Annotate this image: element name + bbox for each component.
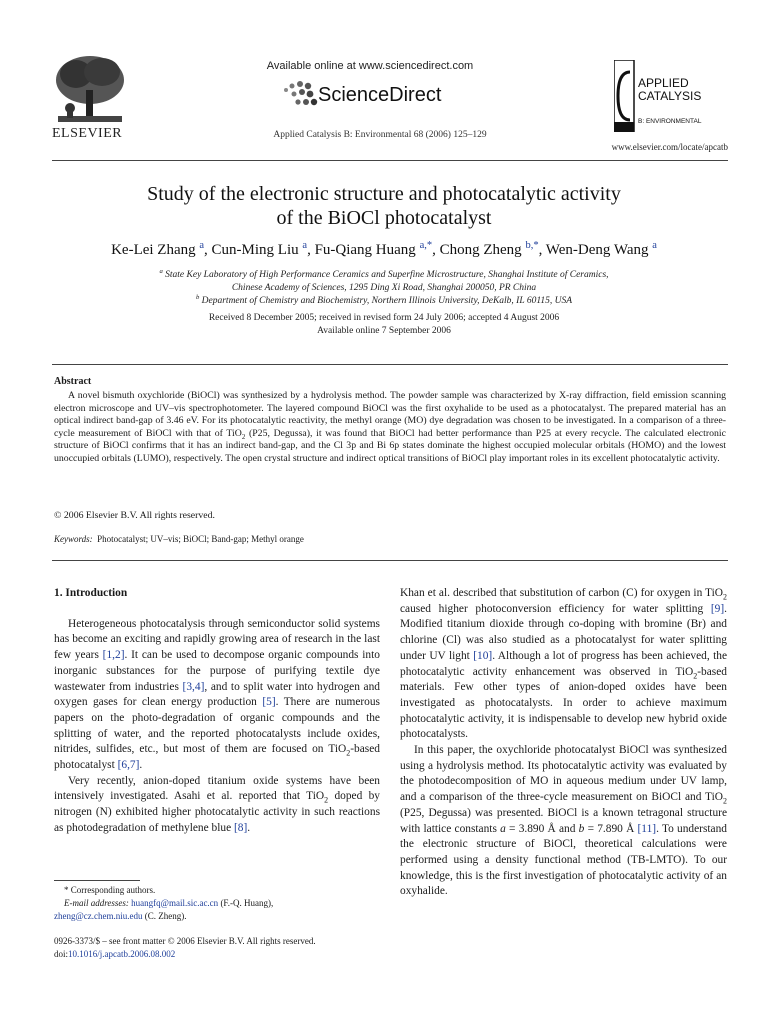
citation-link[interactable]: [8]	[233, 821, 248, 834]
abstract-bottom-divider	[52, 560, 728, 561]
citation-link[interactable]: [9]	[710, 602, 725, 615]
intro-paragraph-1: Heterogeneous photocatalysis through semiconductor solid systems has become an exciting and rapidly growing area of research in the last few years [1,2]. It can be used to decompose organic compounds into inorganic substances for the purpose of purifying textile dye wastewater from industries [3,4], and to split water into hydrogen and oxygen gases for clean energy production [5]. There are numerous papers on the photo-degradation of organic compounds and the splitting of water, and the reported photocatalysts include oxides, nitrides, sulfides, etc., but most of them are focused on TiO$_2$-based photocatalyst [6,7].	[54, 617, 380, 772]
keywords	[54, 534, 304, 544]
abstract-top-divider	[52, 364, 728, 365]
email-link[interactable]: zheng@cz.chem.niu.edu	[54, 911, 143, 921]
citation-link[interactable]: [5]	[262, 696, 276, 709]
journal-logo-line2: CATALYSIS	[638, 89, 702, 103]
header-divider	[52, 160, 728, 161]
author-affil-marker[interactable]: a	[652, 240, 657, 251]
abstract-body	[54, 390, 726, 466]
sciencedirect-dots-icon	[280, 80, 320, 110]
sciencedirect-wordmark: ScienceDirect	[318, 84, 442, 106]
citation-link[interactable]: [11]	[637, 822, 657, 835]
publisher-name: ELSEVIER	[52, 126, 123, 141]
abstract-heading: Abstract	[54, 376, 92, 387]
doi-line: doi:10.1016/j.apcatb.2006.08.002	[54, 949, 176, 959]
author-affil-marker[interactable]: b,*	[525, 240, 539, 251]
citation-link[interactable]: [3,4]	[182, 680, 205, 693]
citation-link[interactable]: [6,7]	[117, 759, 140, 772]
author-name: Ke-Lei Zhang	[111, 242, 196, 258]
online-date: Available online 7 September 2006	[317, 326, 451, 336]
affiliation-a-line1: $^a$ State Key Laboratory of High Performance Ceramics and Superfine Microstructure, Shanghai Institute of Ceramics,	[159, 267, 609, 280]
issn-line: 0926-3373/$ – see front matter © 2006 Elsevier B.V. All rights reserved.	[54, 936, 316, 946]
received-dates: Received 8 December 2005; received in revised form 24 July 2006; accepted 4 August 2006	[208, 313, 560, 323]
left-column	[54, 586, 380, 837]
corresponding-authors-note: * Corresponding authors.	[64, 885, 156, 895]
right-column	[400, 586, 727, 900]
citation-link[interactable]: [10]	[473, 649, 493, 662]
journal-reference: Applied Catalysis B: Environmental 68 (2006) 125–129	[273, 130, 487, 140]
doi-link[interactable]: 10.1016/j.apcatb.2006.08.002	[68, 949, 176, 959]
abstract-text: (P25, Degussa), it was found that BiOCl had better performance than P25 at every recycle. The calculated electronic structure of BiOCl confirms that it has an indirect band-gap, and the Cl 3p and Bi 6p states dominate the highest occupied molecular orbitals (HOMO) and the lowest unoccupied orbitals (LUMO), respectively. The open crystal structure and indirect optical transitions of BiOCl play important roles in its excellent photocatalytic activity.	[54, 427, 726, 464]
email-link[interactable]: huangfq@mail.sic.ac.cn	[131, 898, 219, 908]
author-name: Wen-Deng Wang	[545, 242, 649, 258]
footnote-divider	[54, 880, 140, 881]
affiliation-b-text: Department of Chemistry and Biochemistry, Northern Illinois University, DeKalb, IL 60115, USA	[201, 296, 573, 306]
keywords-list: Photocatalyst; UV–vis; BiOCl; Band-gap; Methyl orange	[97, 534, 304, 544]
journal-url-link[interactable]: www.elsevier.com/locate/apcatb	[611, 142, 728, 152]
author-affil-marker[interactable]: a	[302, 240, 308, 251]
author-name: Fu-Qiang Huang	[314, 242, 416, 258]
citation-link[interactable]: [1,2]	[102, 649, 125, 662]
abstract-text: A novel bismuth oxychloride (BiOCl) was synthesized by a hydrolysis method. The powder sample was characterized by X-ray diffraction, field emission scanning electron microscope and UV–vis spectrophotometer. The layered compound BiOCl was the first oxyhalide to be used as a photocatalyst. The prepared material has an optical indirect band-gap of 3.46 eV. For its photocatalytic reactivity, the methyl orange (MO) dye degradation was chosen to be investigated. In a comparison of a three-cycle measurement of BiOCl with that of TiO	[54, 390, 726, 439]
available-online-text[interactable]: Available online at www.sciencedirect.com	[266, 60, 474, 72]
intro-paragraph-2: Very recently, anion-doped titanium oxide systems have been intensively investigated. Asahi et al. reported that TiO$_2$ doped by nitrogen (N) exhibited higher photocatalytic activity in such reactions as photodegradation of methylene blue [8].	[54, 774, 380, 834]
abstract-copyright: © 2006 Elsevier B.V. All rights reserved.	[54, 510, 215, 521]
journal-logo-line3: B: ENVIRONMENTAL	[638, 118, 702, 125]
title-line-2: of the BiOCl photocatalyst	[276, 207, 492, 229]
author-list: Ke-Lei Zhang $^a$, Cun-Ming Liu $^a$, Fu-Qiang Huang $^{a,*}$, Chong Zheng $^{b,*}$, Wen-Deng Wang $^a$	[111, 240, 657, 258]
keywords-label: Keywords:	[54, 534, 93, 544]
author-name: Chong Zheng	[439, 242, 522, 258]
journal-logo-line1: APPLIED	[638, 76, 689, 90]
right-paragraph-1: Khan et al. described that substitution of carbon (C) for oxygen in TiO$_2$ caused higher photoconversion efficiency for water splitting [9]. Modified titanium dioxide through co-doping with bromine (Br) and chlorine (Cl) was also studied as a photocatalyst for water splitting under UV light [10]. Although a lot of progress has been achieved, the photocatalytic activity enhancement was observed in TiO$_2$-based materials. Few other types of anion-doped oxides have been investigated as photocatalysts. In order to achieve maximum photocatalytic activity, it is indispensable to develop new hybrid oxide photocatalysts.	[400, 587, 727, 741]
affiliation-a-text: State Key Laboratory of High Performance Ceramics and Superfine Microstructure, Shanghai Institute of Ceramics,	[165, 270, 609, 280]
author-affil-marker[interactable]: a	[199, 240, 205, 251]
right-paragraph-2: In this paper, the oxychloride photocatalyst BiOCl was synthesized using a hydrolysis method. Its photocatalytic activity was evaluated by the photodecomposition of MO in aqueous medium under UV lamp, and a comparison of the three-cycle measurement on BiOCl and TiO$_2$ (P25, Degussa) was presented. BiOCl is a known tetragonal structure with lattice constants a = 3.890 Å and b = 7.890 Å [11]. To understand the electronic structure of BiOCl, theoretical calculations were performed using a density functional method (TB-LMTO). To our knowledge, this is the first investigation of photocatalytic activity of an oxyhalide.	[400, 744, 727, 898]
affiliation-b: $^b$ Department of Chemistry and Biochemistry, Northern Illinois University, DeKalb, IL 60115, USA	[195, 293, 573, 306]
email-label: E-mail addresses:	[64, 898, 129, 908]
affiliation-a-line2: Chinese Academy of Sciences, 1295 Ding Xi Road, Shanghai 200050, PR China	[231, 283, 537, 293]
author-name: Cun-Ming Liu	[211, 242, 299, 258]
email-addresses: E-mail addresses: huangfq@mail.sic.ac.cn (F.-Q. Huang),	[64, 898, 274, 908]
section-heading: 1. Introduction	[54, 587, 128, 599]
author-affil-marker[interactable]: a,*	[419, 240, 433, 251]
subscript: 2	[241, 433, 246, 441]
article-title	[60, 182, 708, 230]
email-addresses-cont: zheng@cz.chem.niu.edu (C. Zheng).	[54, 911, 187, 921]
title-line-1: Study of the electronic structure and photocatalytic activity	[147, 183, 621, 205]
